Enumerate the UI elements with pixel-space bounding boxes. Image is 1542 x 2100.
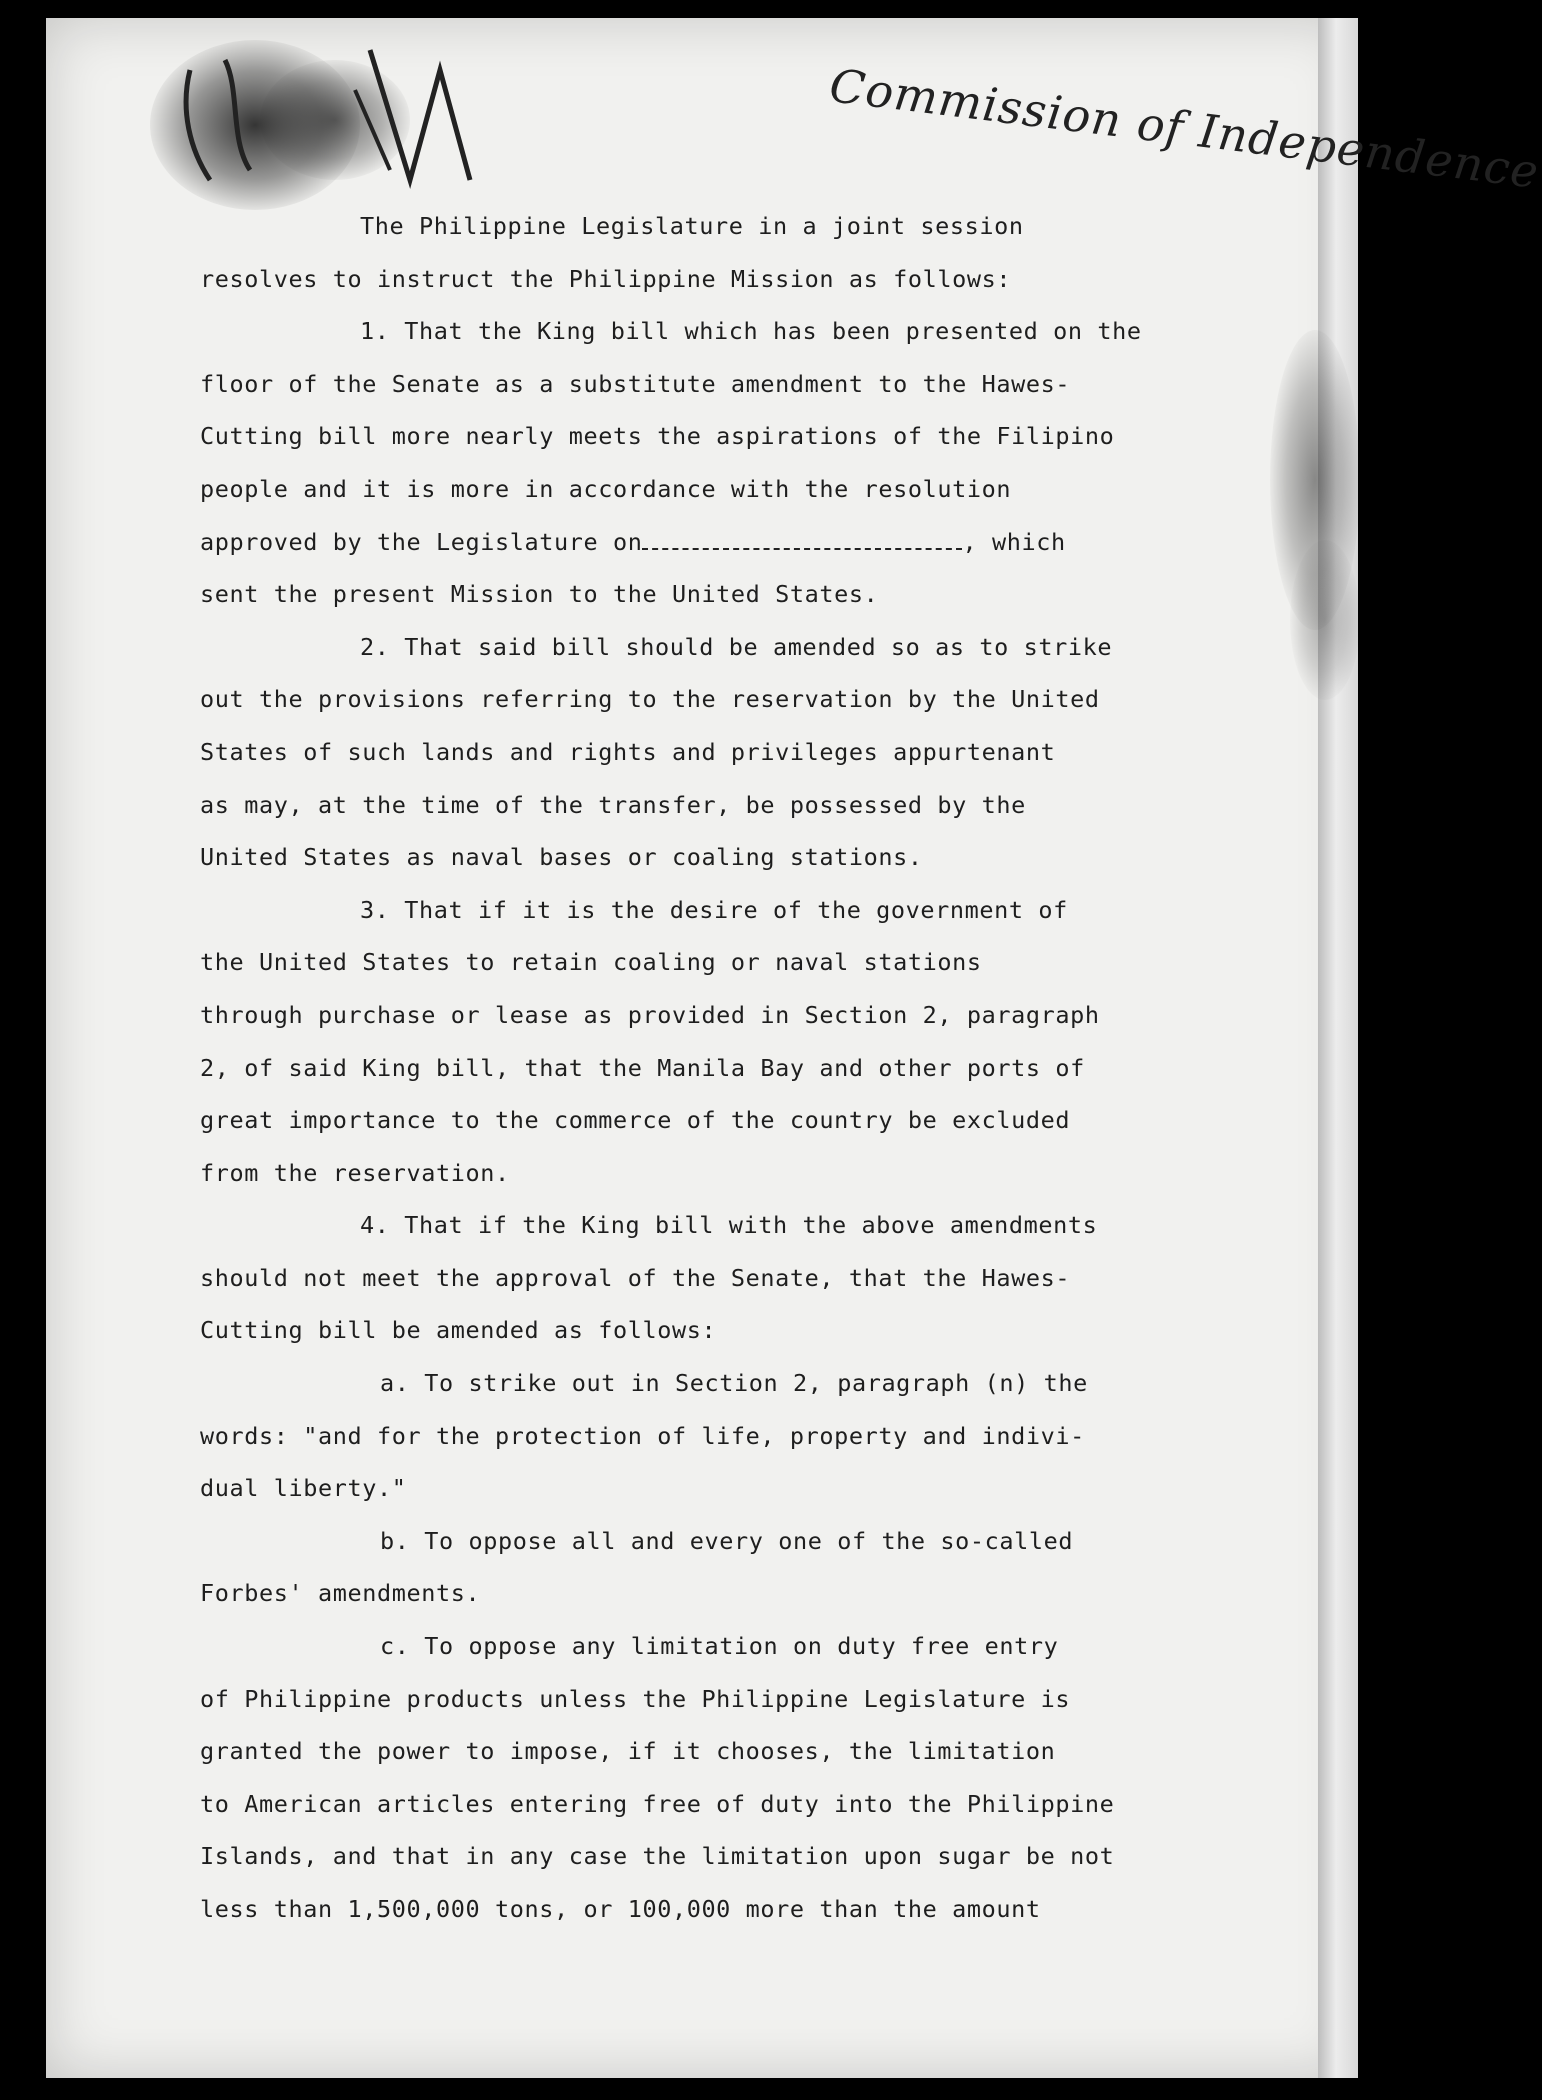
item-1-line-5-start: approved by the Legislature on — [200, 527, 643, 556]
item-4b-line-1: b. To oppose all and every one of the so-called — [380, 1526, 1074, 1555]
item-2-line-5: United States as naval bases or coaling stations. — [200, 843, 923, 872]
handwritten-mark — [170, 30, 500, 200]
item-4a-line-1: a. To strike out in Section 2, paragraph (n) the — [380, 1369, 1088, 1398]
item-2-line-4: as may, at the time of the transfer, be possessed by the — [200, 790, 1026, 819]
item-4c-line-6: less than 1,500,000 tons, or 100,000 more than the amount — [200, 1895, 1041, 1923]
item-4-line-2: should not meet the approval of the Senate, that the Hawes- — [200, 1263, 1071, 1292]
item-1-line-2: floor of the Senate as a substitute amendment to the Hawes- — [200, 369, 1071, 398]
handwritten-note: Commission of Independence — [826, 58, 1542, 199]
item-1-line-4: people and it is more in accordance with the resolution — [200, 474, 1012, 503]
item-1-line-3: Cutting bill more nearly meets the aspirations of the Filipino — [200, 422, 1115, 451]
item-2-line-2: out the provisions referring to the reservation by the United — [200, 685, 1100, 714]
item-1-line-1: 1. That the King bill which has been presented on the — [360, 317, 1142, 346]
item-3-line-2: the United States to retain coaling or naval stations — [200, 948, 982, 977]
item-4c-line-2: of Philippine products unless the Philippine Legislature is — [200, 1684, 1071, 1713]
item-2-line-1: 2. That said bill should be amended so as to strike — [360, 632, 1113, 661]
intro-line-1: The Philippine Legislature in a joint session — [360, 212, 1024, 240]
ink-stain — [1290, 540, 1360, 700]
item-1-line-6: sent the present Mission to the United States. — [200, 580, 879, 609]
document-body — [200, 200, 1260, 1936]
item-4c-line-5: Islands, and that in any case the limitation upon sugar be not — [200, 1842, 1115, 1871]
item-1-line-5 — [200, 516, 1260, 569]
item-4c-line-4: to American articles entering free of duty into the Philippine — [200, 1789, 1115, 1818]
item-4a-line-2: words: "and for the protection of life, property and indivi- — [200, 1421, 1085, 1450]
item-4b-line-2: Forbes' amendments. — [200, 1579, 481, 1608]
item-4-line-1: 4. That if the King bill with the above amendments — [360, 1211, 1098, 1240]
item-4-line-3: Cutting bill be amended as follows: — [200, 1316, 717, 1345]
item-3-line-6: from the reservation. — [200, 1158, 510, 1187]
item-3-line-4: 2, of said King bill, that the Manila Bay and other ports of — [200, 1053, 1085, 1082]
date-blank-line — [642, 530, 962, 550]
item-4a-line-3: dual liberty." — [200, 1474, 407, 1503]
item-3-line-5: great importance to the commerce of the country be excluded — [200, 1106, 1071, 1135]
item-1-line-5-end: , which — [962, 527, 1066, 556]
intro-line-2: resolves to instruct the Philippine Mission as follows: — [200, 264, 1012, 293]
item-3-line-3: through purchase or lease as provided in Section 2, paragraph — [200, 1000, 1100, 1029]
item-4c-line-3: granted the power to impose, if it chooses, the limitation — [200, 1737, 1056, 1766]
page-edge — [1318, 18, 1358, 2078]
item-2-line-3: States of such lands and rights and privileges appurtenant — [200, 737, 1056, 766]
item-3-line-1: 3. That if it is the desire of the government of — [360, 895, 1068, 924]
item-4c-line-1: c. To oppose any limitation on duty free entry — [380, 1632, 1059, 1661]
